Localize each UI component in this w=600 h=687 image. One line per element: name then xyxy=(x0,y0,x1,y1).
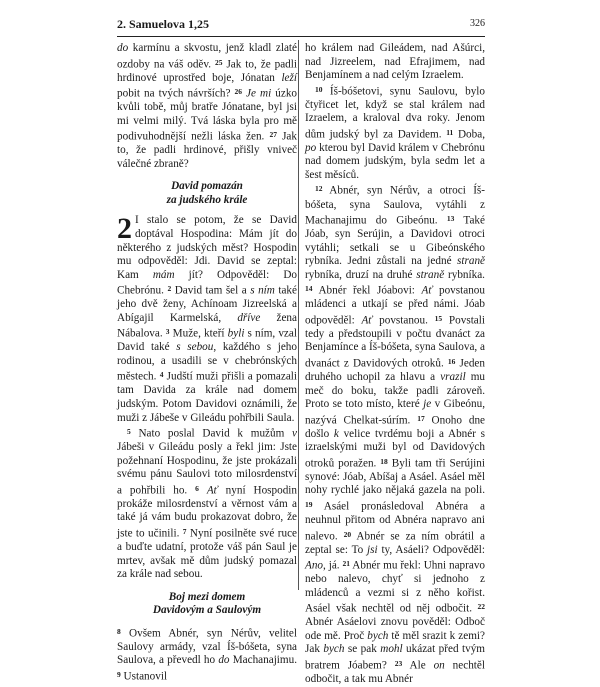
verse-number: 17 xyxy=(417,413,425,423)
text-span: Machanajimu. xyxy=(229,654,297,667)
verse-number: 9 xyxy=(117,669,121,679)
text-span: Také Jóab, syn Serújin, a Davidovi otroci vytáhli; setkali se u Gibeónského rybníka. Jedni zůstali na jedné xyxy=(305,214,485,268)
text-span: Je mi xyxy=(246,87,272,100)
text-span: Ustanovil xyxy=(120,670,168,683)
text-span: ukázat před tvým bratrem Jóabem? xyxy=(305,643,485,672)
text-span: nechtěl odbočit, a tak mu Abnér xyxy=(305,659,485,686)
paragraph xyxy=(117,214,297,425)
verse-number: 11 xyxy=(446,127,454,137)
verse-number: 23 xyxy=(394,659,403,669)
text-span: mohl xyxy=(380,643,403,656)
text-span: s ním, vzal David také xyxy=(117,327,297,354)
text-span: Jábeši v Gileádu posly a řekl jim: Jste požehnaní Hospodinu, že jste prokázali svému pánu Saulovi toto milosrdenství a pohřbili ho. xyxy=(117,441,297,497)
text-span: Ať xyxy=(421,284,433,297)
text-span: k xyxy=(333,427,339,440)
text-span: Povstali tedy a předstoupili v počtu dvanáct za Benjamínce a Íš-bóšeta, syna Saulova, a dvanáct z Davidových otroků. xyxy=(305,314,485,370)
text-span: I stalo se potom, že se David doptával Hospodina: Mám jít do některého z judských měst? Hospodin mu odpověděl: Jdi. David se zeptal: Kam xyxy=(117,214,297,281)
text-span: žena Nábalova. xyxy=(117,311,297,340)
text-span: Íš-bóšetovi, synu Saulovu, bylo čtyřicet let, když se stal králem nad Izraelem, a kraloval dva roky. Jenom dům judský byl za Davidem. xyxy=(305,85,485,141)
verse-number: 15 xyxy=(434,313,443,323)
text-span: v xyxy=(292,427,297,440)
text-span: dříve xyxy=(237,311,261,324)
section-heading xyxy=(117,591,297,618)
text-span: povstanou. xyxy=(372,314,435,327)
right-column xyxy=(305,42,486,686)
text-span: nyní Hospodin prokáže milosrdenství a věrnost vám a také já vám budu prokazovat dobro, že jste to učinili. xyxy=(117,484,297,540)
text-span: Abnér mu řekl: Uhni napravo nebo nalevo, chyť si jednoho z mládenců a vezmi si z něho kořist. Asáel však nechtěl od něj odbočit. xyxy=(305,559,486,615)
text-span: úzko kvůli tobě, můj bratře Jónatane, byl jsi mi velmi milý. Tvá láska byla pro mě podivuhodnější nežli láska žen. xyxy=(117,87,298,143)
text-span: Ovšem Abnér, syn Nérův, velitel Saulovy armády, vzal Íš-bóšeta, syna Saulova, a převedl ho xyxy=(117,627,297,667)
page-number: 326 xyxy=(470,18,485,29)
text-span: Ano xyxy=(305,559,324,572)
text-span: pobit na tvých návrších? xyxy=(117,87,235,100)
left-column xyxy=(117,42,298,683)
text-span xyxy=(199,484,207,496)
text-span: je xyxy=(423,398,432,411)
verse-number: 18 xyxy=(380,456,388,466)
text-span: Byli tam tři Serújini synové: Jóab, Abíšaj a Asáel. Asáel měl nohy rychlé jako nějaká gazela na poli. xyxy=(305,457,485,497)
verse-number: 4 xyxy=(159,370,164,380)
text-span: Abnér řekl Jóabovi: xyxy=(312,284,422,297)
verse-number: 8 xyxy=(117,626,121,636)
text-span: rybníka. xyxy=(444,268,485,281)
text-span: jsi xyxy=(367,543,378,556)
paragraph xyxy=(117,425,297,582)
running-head: 2. Samuelova 1,25 xyxy=(117,17,210,31)
verse-number: 14 xyxy=(305,284,313,294)
verse-number: 21 xyxy=(342,559,350,569)
section-heading-line: za judského krále xyxy=(166,193,248,206)
text-span: Abnér se za ním obrátil a zeptal se: To xyxy=(305,530,485,556)
verse-number: 25 xyxy=(215,57,223,67)
paragraph xyxy=(305,83,485,183)
text-span: on xyxy=(433,659,445,672)
text-span: Onoho dne došlo xyxy=(305,414,485,440)
text-span: rybníka, druzí na druhé xyxy=(305,268,417,281)
text-span: kterou byl David králem v Chebrónu nad domem judským, byla sedm let a šest měsíců. xyxy=(305,141,485,181)
paragraph xyxy=(117,42,297,171)
page-header xyxy=(117,16,485,37)
chapter-number: 2 xyxy=(117,212,132,246)
text-span: se pak xyxy=(344,643,381,656)
text-span: Jak to, že padli hrdinové, přišly vniveč válečné zbraně? xyxy=(117,130,297,170)
paragraph xyxy=(305,42,485,83)
text-span: Judští muži přišli a pomazali tam Davida za krále nad domem judským. Potom Davidovi oznámili, že muži z Jábeše v Gileádu pohřbili Saula. xyxy=(117,370,298,424)
text-span: vrazil xyxy=(440,371,466,384)
text-span: tě měl srazit k zemi? Jak xyxy=(305,629,485,656)
verse-number: 19 xyxy=(305,500,313,509)
text-span: Asáel pronásledoval Abnéra a neuhnul přitom od Abnéra napravo ani nalevo. xyxy=(305,500,485,543)
verse-number: 2 xyxy=(167,284,172,294)
verse-number: 20 xyxy=(343,529,352,539)
verse-number: 6 xyxy=(195,483,199,493)
text-span: leží xyxy=(281,71,297,84)
column-divider xyxy=(298,40,299,590)
text-span: mám xyxy=(152,268,175,281)
text-span: ty, Asáeli? Odpověděl: xyxy=(377,543,485,556)
paragraph xyxy=(117,625,297,684)
text-span: David tam šel a xyxy=(171,284,251,297)
text-span: do xyxy=(218,654,230,667)
section-heading-line: Boj mezi domem xyxy=(168,590,246,603)
paragraph xyxy=(305,182,485,686)
text-span: mu meč do boku, takže padli zároveň. Proto se toto místo, které xyxy=(305,371,486,411)
text-span: ho králem nad Gileádem, nad Ašúrci, nad Jizreelem, nad Efrajimem, nad Benjamínem a nad celým Izraelem. xyxy=(305,42,485,82)
text-span: v Gibeónu, nazývá Chelkat-súrím. xyxy=(305,398,485,427)
text-span: Ať xyxy=(206,484,218,497)
text-span: Ať xyxy=(361,314,373,327)
text-span: bych xyxy=(367,629,389,642)
verse-number: 16 xyxy=(447,357,456,367)
verse-number: 13 xyxy=(446,214,455,224)
text-span: do xyxy=(117,42,129,54)
text-span: Abnér, syn Nérův, a otroci Íš-bóšeta, syna Saulova, vytáhli z Machanajimu do Gibeónu. xyxy=(305,184,485,227)
verse-number: 12 xyxy=(315,184,323,194)
verse-number: 5 xyxy=(127,427,131,437)
text-span: Nyní posilněte své ruce a buďte udatní, protože váš pán Saul je mrtev, avšak mě dům judský pomazal za krále nad sebou. xyxy=(117,527,297,581)
verse-number: 10 xyxy=(315,84,323,94)
text-span: straně xyxy=(457,255,485,268)
text-span: s ním xyxy=(250,284,275,297)
text-span: s sebou xyxy=(176,341,214,354)
section-heading xyxy=(117,180,297,207)
text-span: Jak to, že padli hrdinové uprostřed boje, Jónatan xyxy=(117,58,297,84)
text-span: Doba, xyxy=(453,128,485,141)
text-span: Muže, kteří xyxy=(169,327,228,340)
text-span: také jeho dvě ženy, Achínoam Jizreelská a Abígajil Karmelská, xyxy=(117,284,297,324)
verse-number: 27 xyxy=(269,130,277,140)
section-heading-line: David pomazán xyxy=(171,180,243,193)
text-span: bych xyxy=(323,643,345,656)
text-span: Jeden druhého uchopil za hlavu a xyxy=(305,357,485,384)
text-span: povstanou mládenci a utkají se před námi. Jóab odpověděl: xyxy=(305,284,485,327)
text-span: velice tvrdému boji a Abnér s izraelskými muži byl od Davidových otroků poražen. xyxy=(305,427,485,470)
text-span: Nato poslal David k mužům xyxy=(130,427,293,440)
text-span: po xyxy=(305,141,317,154)
text-span: , každého s jeho rodinou, a usadili se v chebrónských městech. xyxy=(117,341,297,383)
text-span: jít? Odpověděl: Do Chebrónu. xyxy=(117,268,297,297)
verse-number: 26 xyxy=(234,87,242,97)
text-span: straně xyxy=(416,268,445,281)
text-span: karmínu a skvostu, jenž kladl zlaté ozdoby na váš oděv. xyxy=(117,42,297,71)
verse-number: 7 xyxy=(182,526,187,536)
text-span: , já. xyxy=(323,559,343,572)
verse-number: 22 xyxy=(477,602,485,612)
section-heading-line: Davidovým a Saulovým xyxy=(152,604,262,617)
text-span: byli xyxy=(227,327,245,340)
text-span: Ale xyxy=(402,659,434,672)
text-span: Abnér Asáelovi znovu pověděl: Odboč ode mě. Proč xyxy=(305,616,485,642)
verse-number: 3 xyxy=(165,327,170,337)
